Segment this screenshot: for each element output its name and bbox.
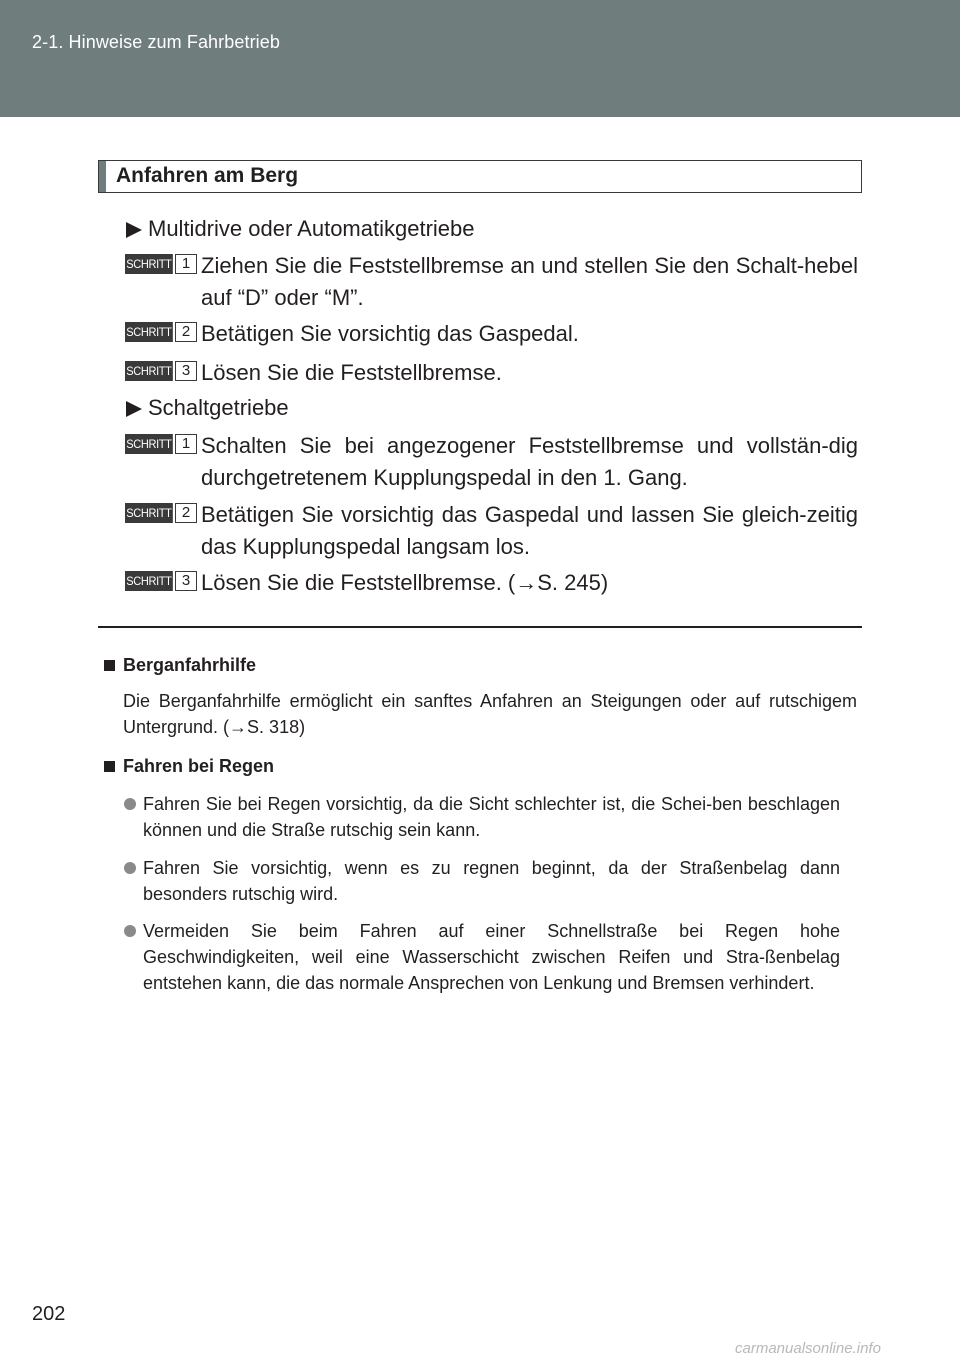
bullet-text: Fahren Sie bei Regen vorsichtig, da die Sicht schlechter ist, die Schei-ben beschlagen können und die Straße rutschig sein kann. <box>143 794 840 840</box>
step-badge-number: 1 <box>175 254 197 274</box>
step-badge-label: SCHRITT <box>125 322 173 342</box>
auto-heading-text: Multidrive oder Automatikgetriebe <box>148 216 475 241</box>
step-badge <box>125 503 197 523</box>
auto-step-1 <box>125 250 865 314</box>
triangle-right-icon <box>126 222 142 238</box>
note-title: Fahren bei Regen <box>123 756 275 776</box>
step-text: Lösen Sie die Feststellbremse. <box>201 360 502 385</box>
step-badge <box>125 571 197 591</box>
step-badge <box>125 361 197 381</box>
step-badge <box>125 322 197 342</box>
step-text: Ziehen Sie die Feststellbremse an und stellen Sie den Schalt-hebel auf “D” oder “M”. <box>201 253 858 310</box>
auto-step-2 <box>125 318 865 350</box>
step-text: Lösen Sie die Feststellbremse. (→S. 245) <box>201 570 609 595</box>
rain-bullet-2 <box>124 855 840 907</box>
square-bullet-icon <box>104 761 115 772</box>
bullet-text: Vermeiden Sie beim Fahren auf einer Schnellstraße bei Regen hohe Geschwindigkeiten, weil eine Wasserschicht zwischen Reifen und Stra-ßenbelag entstehen kann, die das normale Ansprechen von Lenkung und Bremsen verhindert. <box>143 921 840 993</box>
step-badge-number: 3 <box>175 361 197 381</box>
step-text: Betätigen Sie vorsichtig das Gaspedal und lassen Sie gleich-zeitig das Kupplungspedal langsam los. <box>201 502 858 559</box>
step-badge-label: SCHRITT <box>125 361 173 381</box>
bullet-text: Fahren Sie vorsichtig, wenn es zu regnen beginnt, da der Straßenbelag dann besonders rutschig wird. <box>143 858 840 904</box>
chapter-title: 2-1. Hinweise zum Fahrbetrieb <box>32 32 281 52</box>
manual-step-1 <box>125 430 865 494</box>
auto-step-3 <box>125 357 865 389</box>
manual-heading-text: Schaltgetriebe <box>148 395 289 420</box>
section-accent-bar <box>99 161 106 192</box>
note-heading-rain <box>104 756 274 777</box>
page-number: 202 <box>32 1303 66 1325</box>
section-divider <box>98 626 862 628</box>
section-title-box <box>98 160 862 193</box>
step-badge-number: 3 <box>175 571 197 591</box>
step-badge <box>125 434 197 454</box>
auto-transmission-heading <box>126 216 475 242</box>
circle-bullet-icon <box>124 798 136 810</box>
section-title: Anfahren am Berg <box>116 164 299 187</box>
chapter-header-bar <box>0 0 960 117</box>
note-title: Berganfahrhilfe <box>123 655 257 675</box>
triangle-right-icon <box>126 401 142 417</box>
rain-bullet-1 <box>124 791 840 843</box>
rain-bullet-3 <box>124 918 840 996</box>
step-badge-label: SCHRITT <box>125 254 173 274</box>
circle-bullet-icon <box>124 862 136 874</box>
manual-step-2 <box>125 499 865 563</box>
note-text-hill-assist: Die Berganfahrhilfe ermöglicht ein sanftes Anfahren an Steigungen oder auf rutschigem Untergrund. (→S. 318) <box>123 691 857 737</box>
step-badge-label: SCHRITT <box>125 434 173 454</box>
step-badge-number: 2 <box>175 322 197 342</box>
note-heading-hill-assist <box>104 655 256 676</box>
manual-transmission-heading <box>126 395 289 421</box>
square-bullet-icon <box>104 660 115 671</box>
step-badge-number: 2 <box>175 503 197 523</box>
step-badge <box>125 254 197 274</box>
step-text: Schalten Sie bei angezogener Feststellbremse und vollstän-dig durchgetretenem Kupplungspedal in den 1. Gang. <box>201 433 858 490</box>
circle-bullet-icon <box>124 925 136 937</box>
manual-step-3 <box>125 567 865 599</box>
watermark: carmanualsonline.info <box>735 1340 881 1357</box>
step-text: Betätigen Sie vorsichtig das Gaspedal. <box>201 321 579 346</box>
step-badge-number: 1 <box>175 434 197 454</box>
step-badge-label: SCHRITT <box>125 571 173 591</box>
step-badge-label: SCHRITT <box>125 503 173 523</box>
